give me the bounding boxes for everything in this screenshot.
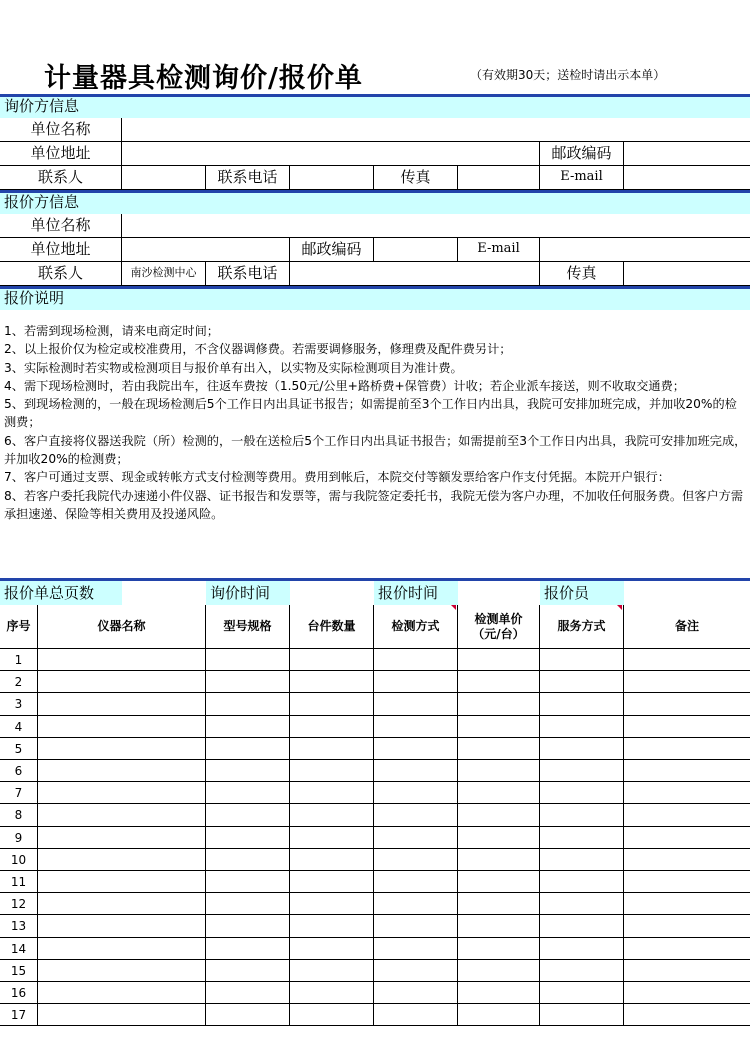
table-cell[interactable] [540, 760, 624, 781]
table-cell[interactable] [374, 915, 458, 936]
table-cell[interactable] [290, 671, 374, 692]
table-row [0, 649, 750, 671]
quoter-unit-address-label: 单位地址 [0, 238, 122, 262]
table-cell[interactable] [458, 1004, 540, 1025]
inquiry-time-label: 询价时间 [206, 581, 290, 605]
table-cell[interactable] [38, 760, 206, 781]
table-cell[interactable] [206, 893, 290, 914]
table-body [0, 649, 750, 1025]
table-cell[interactable] [206, 760, 290, 781]
table-cell[interactable] [38, 1004, 206, 1025]
table-cell[interactable] [540, 827, 624, 848]
table-row [0, 716, 750, 738]
inquirer-fax-field[interactable] [458, 166, 540, 190]
table-cell[interactable] [290, 827, 374, 848]
quoter-header-label: 报价方信息 [4, 193, 80, 211]
table-cell[interactable] [624, 893, 750, 914]
table-cell[interactable] [206, 1004, 290, 1025]
table-cell[interactable] [38, 893, 206, 914]
table-cell[interactable] [458, 760, 540, 781]
table-cell[interactable] [540, 1004, 624, 1025]
table-cell[interactable] [206, 671, 290, 692]
table-row [0, 827, 750, 849]
inquirer-email-field[interactable] [624, 166, 750, 190]
row-index: 14 [0, 938, 38, 959]
table-row [0, 804, 750, 826]
table-cell[interactable] [540, 716, 624, 737]
table-cell[interactable] [458, 804, 540, 825]
table-row [0, 693, 750, 715]
table-row [0, 893, 750, 915]
table-cell[interactable] [624, 915, 750, 936]
row-index: 3 [0, 693, 38, 714]
table-cell[interactable] [374, 716, 458, 737]
note-item: 1、若需到现场检测，请来电商定时间； [4, 324, 219, 338]
col-header-method: 检测方式 [374, 605, 458, 649]
notes-list [4, 322, 748, 523]
table-cell[interactable] [458, 693, 540, 714]
note-item: 3、实际检测时若实物或检测项目与报价单有出入，以实物及实际检测项目为准计费。 [4, 360, 463, 375]
row-index: 4 [0, 716, 38, 737]
row-index: 8 [0, 804, 38, 825]
table-cell[interactable] [290, 804, 374, 825]
table-cell[interactable] [458, 716, 540, 737]
table-cell[interactable] [374, 782, 458, 803]
table-cell[interactable] [38, 827, 206, 848]
page-subtitle: （有效期30天；送检时请出示本单） [470, 68, 666, 82]
table-cell[interactable] [540, 871, 624, 892]
table-cell[interactable] [206, 915, 290, 936]
row-index: 6 [0, 760, 38, 781]
table-cell[interactable] [290, 915, 374, 936]
inquirer-unit-name-field[interactable] [122, 118, 750, 142]
table-cell[interactable] [206, 982, 290, 1003]
table-cell[interactable] [206, 871, 290, 892]
table-cell[interactable] [38, 938, 206, 959]
table-row [0, 671, 750, 693]
note-item: 5、到现场检测的，一般在现场检测后5个工作日内出具证书报告；如需提前至3个工作日内出具，我院可安排加班完成，并加收20%的检测费； [4, 397, 737, 430]
table-cell[interactable] [38, 915, 206, 936]
table-cell[interactable] [206, 716, 290, 737]
table-cell[interactable] [624, 716, 750, 737]
table-cell[interactable] [624, 871, 750, 892]
table-cell[interactable] [458, 871, 540, 892]
inquirer-unit-address-label: 单位地址 [0, 142, 122, 166]
table-cell[interactable] [374, 693, 458, 714]
table-cell[interactable] [38, 782, 206, 803]
table-cell[interactable] [290, 893, 374, 914]
notes-section-header [0, 286, 750, 310]
total-pages-label: 报价单总页数 [0, 581, 122, 605]
quoter-person-field[interactable] [624, 581, 750, 605]
table-cell[interactable] [540, 738, 624, 759]
col-header-remarks: 备注 [624, 605, 750, 649]
table-cell[interactable] [540, 982, 624, 1003]
table-cell[interactable] [290, 782, 374, 803]
page-title: 计量器具检测询价/报价单 [44, 63, 363, 94]
table-cell[interactable] [540, 915, 624, 936]
table-cell[interactable] [290, 1004, 374, 1025]
table-cell[interactable] [38, 804, 206, 825]
table-cell[interactable] [290, 982, 374, 1003]
inquirer-fax-label: 传真 [374, 166, 458, 190]
table-cell[interactable] [540, 693, 624, 714]
quoter-contact-label: 联系人 [0, 262, 122, 286]
table-cell[interactable] [540, 782, 624, 803]
quoter-email-label: E-mail [458, 238, 540, 262]
table-cell[interactable] [374, 738, 458, 759]
table-cell[interactable] [374, 1004, 458, 1025]
table-cell[interactable] [624, 738, 750, 759]
table-row [0, 738, 750, 760]
table-cell[interactable] [206, 849, 290, 870]
table-cell[interactable] [290, 938, 374, 959]
table-row [0, 915, 750, 937]
table-cell[interactable] [458, 782, 540, 803]
row-index: 13 [0, 915, 38, 936]
table-cell[interactable] [624, 693, 750, 714]
table-row [0, 782, 750, 804]
table-cell[interactable] [374, 982, 458, 1003]
table-row [0, 1004, 750, 1026]
table-cell[interactable] [206, 649, 290, 670]
quote-time-field[interactable] [458, 581, 540, 605]
table-cell[interactable] [374, 871, 458, 892]
table-cell[interactable] [624, 827, 750, 848]
row-index: 5 [0, 738, 38, 759]
summary-row [0, 578, 750, 605]
table-cell[interactable] [38, 982, 206, 1003]
table-cell[interactable] [458, 982, 540, 1003]
table-cell[interactable] [540, 938, 624, 959]
table-row [0, 871, 750, 893]
table-cell[interactable] [38, 871, 206, 892]
col-header-index: 序号 [0, 605, 38, 649]
table-cell[interactable] [540, 960, 624, 981]
notes-header-label: 报价说明 [4, 289, 65, 307]
table-cell[interactable] [624, 982, 750, 1003]
table-row [0, 849, 750, 871]
inquirer-section-header [0, 94, 750, 118]
quoter-section-header [0, 190, 750, 214]
col-header-service: 服务方式 [540, 605, 624, 649]
table-cell[interactable] [624, 960, 750, 981]
table-cell[interactable] [458, 960, 540, 981]
table-cell[interactable] [374, 649, 458, 670]
table-header [0, 605, 750, 649]
table-cell[interactable] [290, 693, 374, 714]
note-item: 6、客户直接将仪器送我院（所）检测的，一般在送检后5个工作日内出具证书报告；如需提前至3个工作日内出具，我院可安排加班完成，并加收20%的检测费； [4, 433, 747, 467]
table-cell[interactable] [38, 693, 206, 714]
quoter-phone-field[interactable] [290, 262, 540, 286]
table-cell[interactable] [540, 671, 624, 692]
row-index: 1 [0, 649, 38, 670]
table-cell[interactable] [458, 915, 540, 936]
row-index: 10 [0, 849, 38, 870]
table-cell[interactable] [206, 827, 290, 848]
table-row [0, 760, 750, 782]
note-item: 8、若客户委托我院代办速递小件仪器、证书报告和发票等，需与我院签定委托书，我院无偿为客户办理，不加收任何服务费。但客户方需承担速递、保险等相关费用及投递风险。 [4, 488, 744, 521]
table-cell[interactable] [624, 1004, 750, 1025]
col-header-instrument: 仪器名称 [38, 605, 206, 649]
table-cell[interactable] [290, 738, 374, 759]
table-cell[interactable] [624, 649, 750, 670]
quoter-phone-label: 联系电话 [206, 262, 290, 286]
table-cell[interactable] [38, 649, 206, 670]
quoter-postcode-field[interactable] [374, 238, 458, 262]
row-index: 11 [0, 871, 38, 892]
inquirer-postcode-label: 邮政编码 [540, 142, 624, 166]
table-cell[interactable] [38, 671, 206, 692]
table-cell[interactable] [624, 804, 750, 825]
table-cell[interactable] [206, 960, 290, 981]
table-cell[interactable] [458, 849, 540, 870]
table-cell[interactable] [458, 893, 540, 914]
quoter-postcode-label: 邮政编码 [290, 238, 374, 262]
table-cell[interactable] [206, 782, 290, 803]
row-index: 2 [0, 671, 38, 692]
table-cell[interactable] [38, 960, 206, 981]
table-cell[interactable] [458, 649, 540, 670]
table-cell[interactable] [206, 938, 290, 959]
col-header-unit-price: 检测单价（元/台） [458, 605, 540, 649]
row-index: 12 [0, 893, 38, 914]
table-cell[interactable] [206, 693, 290, 714]
table-cell[interactable] [374, 938, 458, 959]
title-area [0, 48, 750, 94]
table-cell[interactable] [374, 893, 458, 914]
table-cell[interactable] [458, 938, 540, 959]
table-cell[interactable] [624, 782, 750, 803]
inquirer-phone-field[interactable] [290, 166, 374, 190]
table-cell[interactable] [38, 849, 206, 870]
table-cell[interactable] [206, 804, 290, 825]
inquirer-unit-name-label: 单位名称 [0, 118, 122, 142]
quoter-unit-name-label: 单位名称 [0, 214, 122, 238]
table-cell[interactable] [290, 760, 374, 781]
table-cell[interactable] [458, 671, 540, 692]
col-header-model: 型号规格 [206, 605, 290, 649]
table-cell[interactable] [540, 893, 624, 914]
col-header-quantity: 台件数量 [290, 605, 374, 649]
quoter-grid [0, 214, 750, 286]
table-cell[interactable] [290, 960, 374, 981]
table-cell[interactable] [374, 960, 458, 981]
table-row [0, 982, 750, 1004]
inquirer-email-label: E-mail [540, 166, 624, 190]
table-cell[interactable] [206, 738, 290, 759]
inquirer-grid [0, 118, 750, 190]
quoter-email-field[interactable] [540, 238, 750, 262]
inquirer-phone-label: 联系电话 [206, 166, 290, 190]
note-item: 2、以上报价仅为检定或校准费用，不含仪器调修费。若需要调修服务，修理费及配件费另计； [4, 342, 512, 357]
table-cell[interactable] [374, 671, 458, 692]
inquirer-header-label: 询价方信息 [4, 97, 80, 115]
quoter-unit-name-field[interactable] [122, 214, 750, 238]
row-index: 9 [0, 827, 38, 848]
quoter-contact-value: 南沙检测中心 [122, 262, 206, 286]
table-cell[interactable] [624, 938, 750, 959]
quote-time-label: 报价时间 [374, 581, 458, 605]
quoter-fax-label: 传真 [540, 262, 624, 286]
table-cell[interactable] [374, 804, 458, 825]
note-item: 7、客户可通过支票、现金或转帐方式支付检测等费用。费用到帐后，本院交付等额发票给客户作支付凭据。本院开户银行： [4, 470, 670, 485]
row-index: 7 [0, 782, 38, 803]
table-row [0, 960, 750, 982]
table-cell[interactable] [374, 760, 458, 781]
table-cell[interactable] [624, 760, 750, 781]
table-cell[interactable] [290, 716, 374, 737]
quoter-fax-field[interactable] [624, 262, 750, 286]
table-cell[interactable] [38, 738, 206, 759]
table-cell[interactable] [540, 804, 624, 825]
inquiry-time-field[interactable] [290, 581, 374, 605]
table-cell[interactable] [38, 716, 206, 737]
table-cell[interactable] [290, 871, 374, 892]
row-index: 17 [0, 1004, 38, 1025]
table-cell[interactable] [458, 827, 540, 848]
row-index: 15 [0, 960, 38, 981]
comment-marker-icon [617, 605, 622, 610]
table-cell[interactable] [540, 849, 624, 870]
row-index: 16 [0, 982, 38, 1003]
table-cell[interactable] [374, 849, 458, 870]
table-cell[interactable] [624, 671, 750, 692]
table-cell[interactable] [374, 827, 458, 848]
table-cell[interactable] [458, 738, 540, 759]
table-cell[interactable] [290, 849, 374, 870]
inquirer-unit-address-field[interactable] [122, 142, 540, 166]
quoter-unit-address-field[interactable] [122, 238, 290, 262]
inquirer-contact-field[interactable] [122, 166, 206, 190]
table-cell[interactable] [540, 649, 624, 670]
comment-marker-icon [451, 605, 456, 610]
quoter-person-label: 报价员 [540, 581, 624, 605]
note-item: 4、需下现场检测时，若由我院出车，往返车费按（1.50元/公里+路桥费+保管费）计收；若企业派车接送，则不收取交通费； [4, 378, 685, 393]
total-pages-field[interactable] [122, 581, 206, 605]
table-cell[interactable] [624, 849, 750, 870]
inquirer-contact-label: 联系人 [0, 166, 122, 190]
table-cell[interactable] [290, 649, 374, 670]
inquirer-postcode-field[interactable] [624, 142, 750, 166]
table-row [0, 938, 750, 960]
